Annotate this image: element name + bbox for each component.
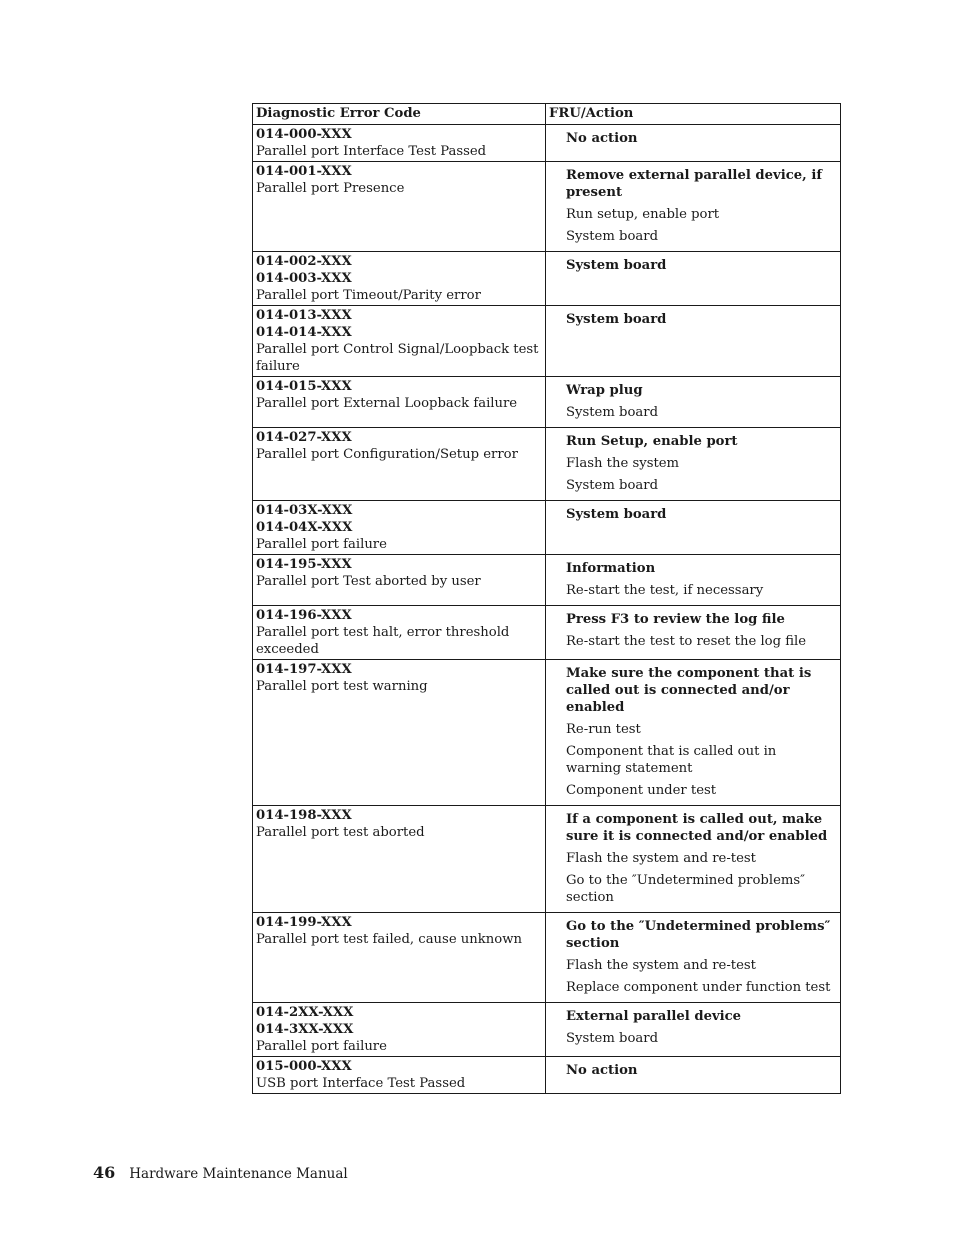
fru-action-item: System board [566,1031,659,1046]
fru-action-cell [546,806,841,913]
error-description: Parallel port Timeout/Parity error [256,288,481,303]
error-code-cell [253,1003,546,1057]
error-code-cell [253,162,546,252]
fru-action-item: Information [566,561,656,576]
error-code: 014-000-XXX [256,127,352,142]
fru-action-cell [546,1003,841,1057]
fru-action-item: Run Setup, enable port [566,434,738,449]
table-row [253,252,841,306]
error-code: 014-195-XXX [256,557,352,572]
table-row [253,377,841,428]
error-description: Parallel port failure [256,1039,387,1054]
error-code-table [252,103,841,1094]
fru-action-item: If a component is called out, make sure it is connected and/or enabled [566,812,828,844]
fru-action-item: Press F3 to review the log file [566,612,785,627]
error-description: Parallel port test aborted [256,825,425,840]
error-description: Parallel port test failed, cause unknown [256,932,523,947]
fru-action-cell [546,606,841,660]
fru-action-item: System board [566,312,667,327]
table-row [253,806,841,913]
error-description: Parallel port Interface Test Passed [256,144,487,159]
error-description: Parallel port Configuration/Setup error [256,447,518,462]
error-code: 014-015-XXX [256,379,352,394]
fru-action-item: Flash the system and re-test [566,958,756,973]
fru-action-item: Remove external parallel device, if present [566,168,822,200]
table-row [253,660,841,806]
page-number: 46 [93,1163,116,1182]
fru-action-cell [546,162,841,252]
fru-action-cell [546,555,841,606]
fru-action-item: System board [566,229,659,244]
table-row [253,913,841,1003]
error-code-cell [253,125,546,162]
fru-action-item: No action [566,1063,638,1078]
error-description: Parallel port External Loopback failure [256,396,518,411]
error-description: Parallel port Test aborted by user [256,574,481,589]
error-code: 014-04X-XXX [256,520,353,535]
error-code: 014-003-XXX [256,271,352,286]
fru-action-item: System board [566,478,659,493]
error-code-cell [253,306,546,377]
table-header-row [253,104,841,125]
error-description: Parallel port failure [256,537,387,552]
fru-action-item: System board [566,507,667,522]
error-code-cell [253,252,546,306]
error-code: 014-014-XXX [256,325,352,340]
error-code: 014-013-XXX [256,308,352,323]
table-row [253,125,841,162]
fru-action-item: Wrap plug [566,383,643,398]
fru-action-item: Flash the system and re-test [566,851,756,866]
table-row [253,555,841,606]
fru-action-item: Run setup, enable port [566,207,720,222]
fru-action-cell [546,1057,841,1094]
error-code: 015-000-XXX [256,1059,352,1074]
fru-action-item: System board [566,258,667,273]
header-fru-action: FRU/Action [546,104,841,125]
error-code: 014-198-XXX [256,808,352,823]
fru-action-item: Component that is called out in warning statement [566,744,777,776]
page-footer [93,1163,348,1182]
fru-action-item: Flash the system [566,456,680,471]
error-code: 014-03X-XXX [256,503,353,518]
manual-title: Hardware Maintenance Manual [129,1166,348,1182]
fru-action-item: System board [566,405,659,420]
table-row [253,428,841,501]
error-description: Parallel port Control Signal/Loopback test failure [256,342,539,374]
error-code: 014-001-XXX [256,164,352,179]
fru-action-cell [546,377,841,428]
fru-action-item: Re-run test [566,722,641,737]
table-row [253,1003,841,1057]
error-code-cell [253,913,546,1003]
error-code-cell [253,660,546,806]
table-row [253,501,841,555]
error-code-cell [253,501,546,555]
header-diagnostic-error-code: Diagnostic Error Code [253,104,546,125]
error-code-cell [253,606,546,660]
error-code: 014-197-XXX [256,662,352,677]
error-code: 014-199-XXX [256,915,352,930]
fru-action-item: External parallel device [566,1009,742,1024]
fru-action-cell [546,428,841,501]
error-code: 014-3XX-XXX [256,1022,354,1037]
error-code: 014-196-XXX [256,608,352,623]
fru-action-item: Go to the ″Undetermined problems″ section [566,919,831,951]
error-code-cell [253,806,546,913]
fru-action-cell [546,913,841,1003]
fru-action-item: Replace component under function test [566,980,831,995]
table-row [253,162,841,252]
error-description: USB port Interface Test Passed [256,1076,466,1091]
fru-action-item: Go to the ″Undetermined problems″ section [566,873,806,905]
error-code: 014-002-XXX [256,254,352,269]
fru-action-item: No action [566,131,638,146]
error-code: 014-2XX-XXX [256,1005,354,1020]
fru-action-cell [546,125,841,162]
fru-action-cell [546,252,841,306]
fru-action-cell [546,660,841,806]
error-description: Parallel port test halt, error threshold exceeded [256,625,510,657]
error-description: Parallel port Presence [256,181,405,196]
fru-action-item: Re-start the test to reset the log file [566,634,807,649]
fru-action-item: Make sure the component that is called out is connected and/or enabled [566,666,812,715]
error-code-cell [253,555,546,606]
fru-action-cell [546,306,841,377]
error-description: Parallel port test warning [256,679,428,694]
fru-action-item: Re-start the test, if necessary [566,583,764,598]
table-row [253,1057,841,1094]
error-code: 014-027-XXX [256,430,352,445]
fru-action-cell [546,501,841,555]
error-code-cell [253,1057,546,1094]
fru-action-item: Component under test [566,783,717,798]
error-code-cell [253,428,546,501]
table-row [253,606,841,660]
error-code-cell [253,377,546,428]
table-row [253,306,841,377]
